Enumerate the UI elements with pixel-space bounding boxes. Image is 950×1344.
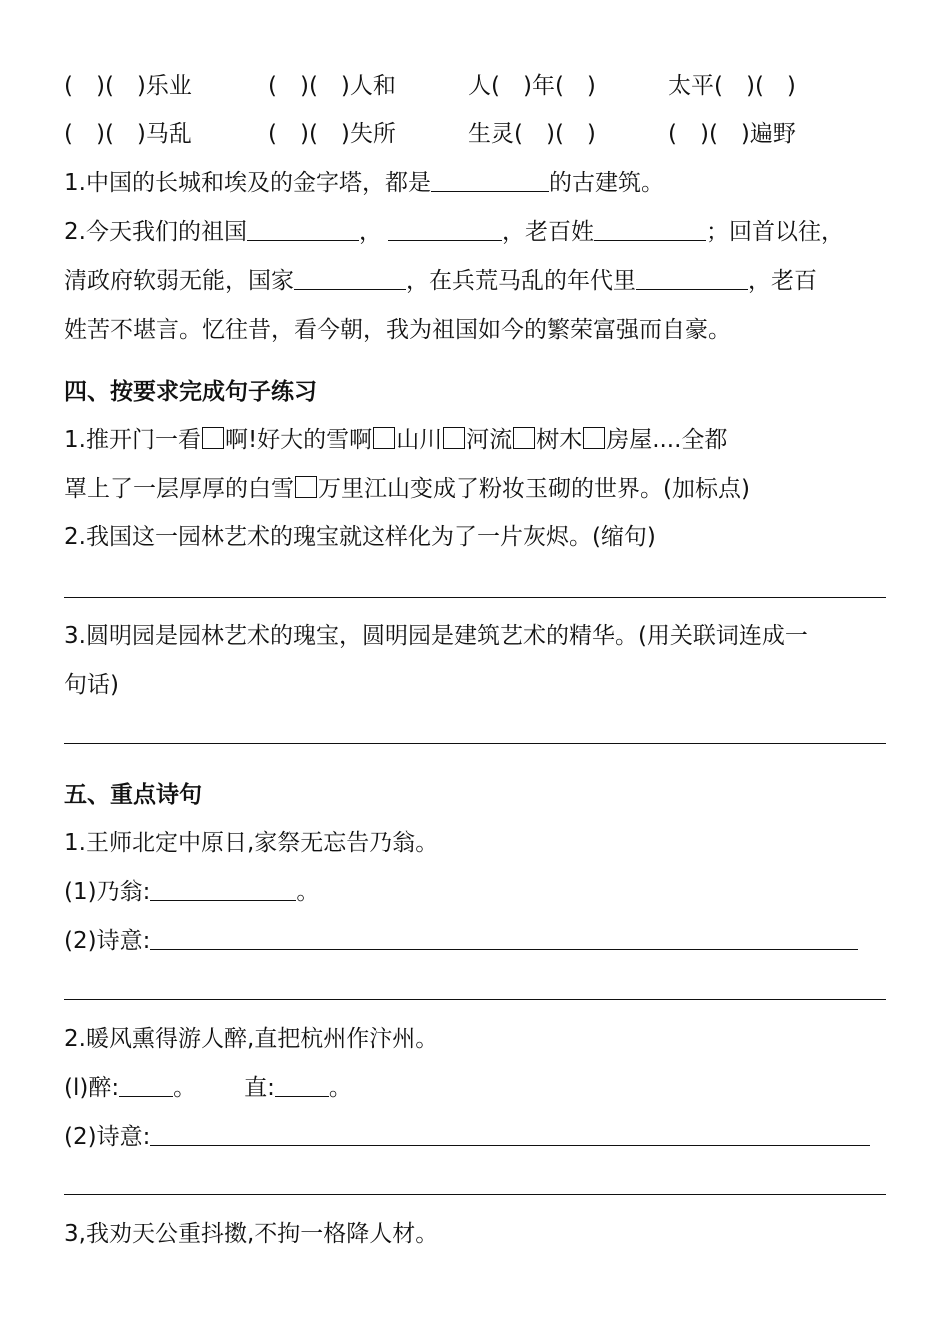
idiom-2-1[interactable]: ( )( )马乱	[64, 121, 192, 147]
fill-question-2-line2: 清政府软弱无能，国家 ，在兵荒马乱的年代里 ，老百	[64, 268, 817, 294]
blank-q2-1[interactable]	[247, 218, 359, 241]
condense-question: 2.我国这一园林艺术的瑰宝就这样化为了一片灰烬。(缩句)	[64, 524, 656, 550]
conjunction-question-line2: 句话)	[64, 672, 119, 698]
punct-box-6[interactable]	[295, 476, 317, 498]
punct-box-1[interactable]	[202, 427, 224, 449]
idiom-1-3[interactable]: 人( )年( )	[468, 73, 596, 99]
poem-2-question-2: (2)诗意:	[64, 1122, 870, 1152]
poem-2-question-1: (l)醉: 。 直: 。	[64, 1075, 352, 1101]
section-5-title: 五、重点诗句	[64, 782, 202, 808]
idiom-1-4[interactable]: 太平( )( )	[668, 73, 796, 99]
answer-line-poem-2[interactable]	[64, 1194, 886, 1195]
poem-3: 3,我劝天公重抖擞,不拘一格降人材。	[64, 1221, 439, 1247]
blank-q2-4[interactable]	[294, 267, 406, 290]
blank-q2-3[interactable]	[594, 218, 706, 241]
blank-zui[interactable]	[119, 1074, 173, 1097]
poem-1-question-1: (1)乃翁: 。	[64, 879, 320, 905]
idiom-1-1[interactable]: ( )( )乐业	[64, 73, 192, 99]
idiom-2-2[interactable]: ( )( )失所	[268, 121, 396, 147]
punctuation-line-1: 1.推开门一看 啊!好大的雪啊 山川 河流 树木 房屋....全都	[64, 427, 728, 453]
idiom-2-4[interactable]: ( )( )遍野	[668, 121, 796, 147]
blank-zhi[interactable]	[275, 1074, 329, 1097]
poem-1-question-2: (2)诗意:	[64, 926, 858, 956]
punct-box-2[interactable]	[373, 427, 395, 449]
idiom-2-3[interactable]: 生灵( )( )	[468, 121, 596, 147]
poem-2: 2.暖风熏得游人醉,直把杭州作汴州。	[64, 1026, 439, 1052]
blank-poem-1-meaning[interactable]	[150, 927, 858, 950]
punctuation-line-2: 罩上了一层厚厚的白雪 万里江山变成了粉妆玉砌的世界。(加标点)	[64, 476, 750, 502]
blank-q2-5[interactable]	[636, 267, 748, 290]
fill-question-2-line1: 2.今天我们的祖国 ， ，老百姓 ；回首以往，	[64, 219, 844, 245]
punct-box-3[interactable]	[443, 427, 465, 449]
idiom-1-2[interactable]: ( )( )人和	[268, 73, 396, 99]
conjunction-question-line1: 3.圆明园是园林艺术的瑰宝，圆明园是建筑艺术的精华。(用关联词连成一	[64, 623, 808, 649]
blank-naiweng[interactable]	[150, 878, 296, 901]
fill-question-1: 1.中国的长城和埃及的金字塔，都是 的古建筑。	[64, 170, 664, 196]
fill-question-2-line3: 姓苦不堪言。忆往昔，看今朝，我为祖国如今的繁荣富强而自豪。	[64, 317, 731, 343]
blank-q1[interactable]	[431, 169, 549, 192]
poem-1: 1.王师北定中原日,家祭无忘告乃翁。	[64, 830, 439, 856]
punct-box-5[interactable]	[583, 427, 605, 449]
section-4-title: 四、按要求完成句子练习	[64, 379, 317, 405]
blank-q2-2[interactable]	[388, 218, 502, 241]
punct-box-4[interactable]	[513, 427, 535, 449]
blank-poem-2-meaning[interactable]	[150, 1123, 870, 1146]
answer-line-conjunction[interactable]	[64, 743, 886, 744]
answer-line-poem-1[interactable]	[64, 999, 886, 1000]
answer-line-condense[interactable]	[64, 597, 886, 598]
